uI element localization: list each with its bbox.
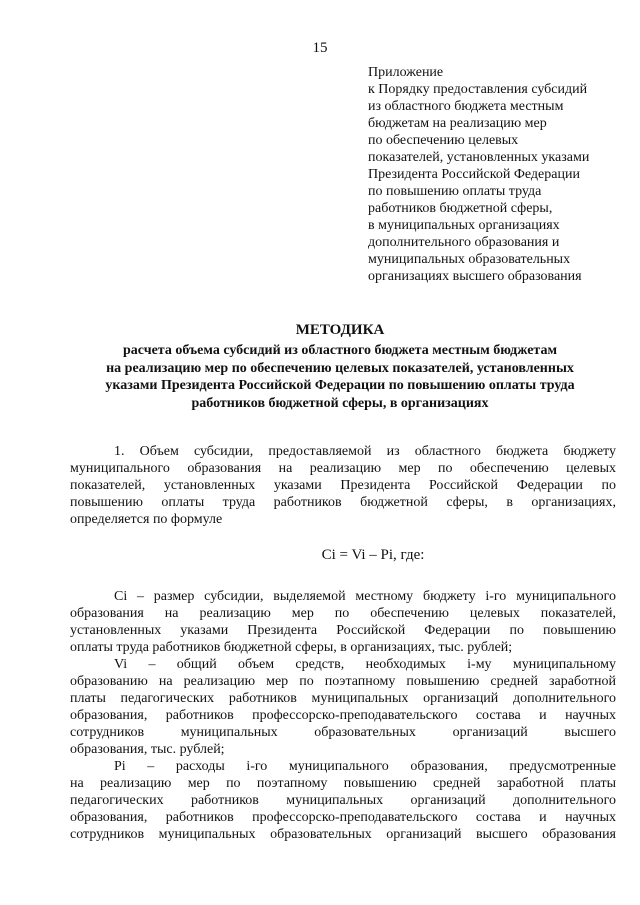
appendix-line: из областного бюджета местным [368, 99, 564, 114]
text-line: сотрудников муниципальных образовательных организаций высшего образования [70, 827, 616, 842]
text-line: 1. Объем субсидии, предоставляемой из областного бюджета бюджету [114, 444, 616, 459]
document-body [70, 443, 616, 843]
text-line: образования, работников профессорско-преподавательского состава и научных [70, 708, 616, 723]
text-line: платы педагогических работников муниципальных организаций дополнительного [70, 691, 616, 706]
appendix-line: работников бюджетной сферы, [368, 201, 553, 216]
page-number: 15 [312, 40, 328, 56]
text-line: Рi – расходы i-го муниципального образования, предусмотренные [114, 759, 616, 774]
document-title [60, 321, 620, 412]
appendix-line: по обеспечению целевых [368, 133, 519, 148]
text-line: сотрудников муниципальных образовательных организаций высшего [70, 725, 616, 740]
text-line: Сi – размер субсидии, выделяемой местному бюджету i-го муниципального [114, 589, 616, 604]
appendix-line: показателей, установленных указами [368, 150, 590, 165]
text-line: установленных указами Президента Российской Федерации по повышению [70, 623, 616, 638]
appendix-line: дополнительного образования и [368, 235, 560, 250]
text-line: муниципального образования на реализацию мер по обеспечению целевых [70, 461, 616, 476]
appendix-line: бюджетам на реализацию мер [368, 116, 547, 131]
appendix-header [368, 64, 638, 285]
appendix-line: в муниципальных организациях [368, 218, 560, 233]
appendix-line: организациях высшего образования [368, 269, 582, 284]
appendix-line: муниципальных образовательных [368, 252, 571, 267]
appendix-line: Президента Российской Федерации [368, 167, 580, 182]
definition-pi [70, 758, 616, 843]
text-line: повышению оплаты труда работников бюджетной сферы, в организациях, [70, 495, 616, 510]
definition-vi [70, 656, 616, 758]
title-line: на реализацию мер по обеспечению целевых показателей, установленных [106, 360, 574, 376]
title-main: МЕТОДИКА [295, 322, 385, 338]
text-line: образования, работников профессорско-преподавательского состава и научных [70, 810, 616, 825]
text-line: педагогических работников муниципальных организаций дополнительного [70, 793, 616, 808]
appendix-line: к Порядку предоставления субсидий [368, 82, 588, 97]
text-line: образованию на реализацию мер по поэтапному повышению средней заработной [70, 674, 616, 689]
paragraph-1 [70, 443, 616, 528]
title-line: расчета объема субсидий из областного бюджета местным бюджетам [122, 343, 558, 358]
text-line: оплаты труда работников бюджетной сферы, в организациях, тыс. рублей; [70, 640, 513, 655]
text-line: показателей, установленных указами Президента Российской Федерации по [70, 478, 616, 493]
appendix-line: по повышению оплаты труда [368, 184, 542, 199]
definition-ci [70, 588, 616, 656]
title-line: указами Президента Российской Федерации по повышению оплаты труда [105, 378, 575, 393]
text-line: на реализацию мер по поэтапному повышению средней заработной платы [70, 776, 616, 791]
appendix-line: Приложение [368, 65, 444, 80]
text-line: образования на реализацию мер по обеспечению целевых показателей, [70, 606, 616, 621]
title-line: работников бюджетной сферы, в организациях [191, 395, 489, 411]
text-line: Vi – общий объем средств, необходимых i-му муниципальному [114, 657, 616, 672]
text-line: образования, тыс. рублей; [70, 742, 225, 757]
formula: Сi = Vi – Pi, где: [321, 547, 425, 563]
text-line: определяется по формуле [70, 512, 223, 527]
